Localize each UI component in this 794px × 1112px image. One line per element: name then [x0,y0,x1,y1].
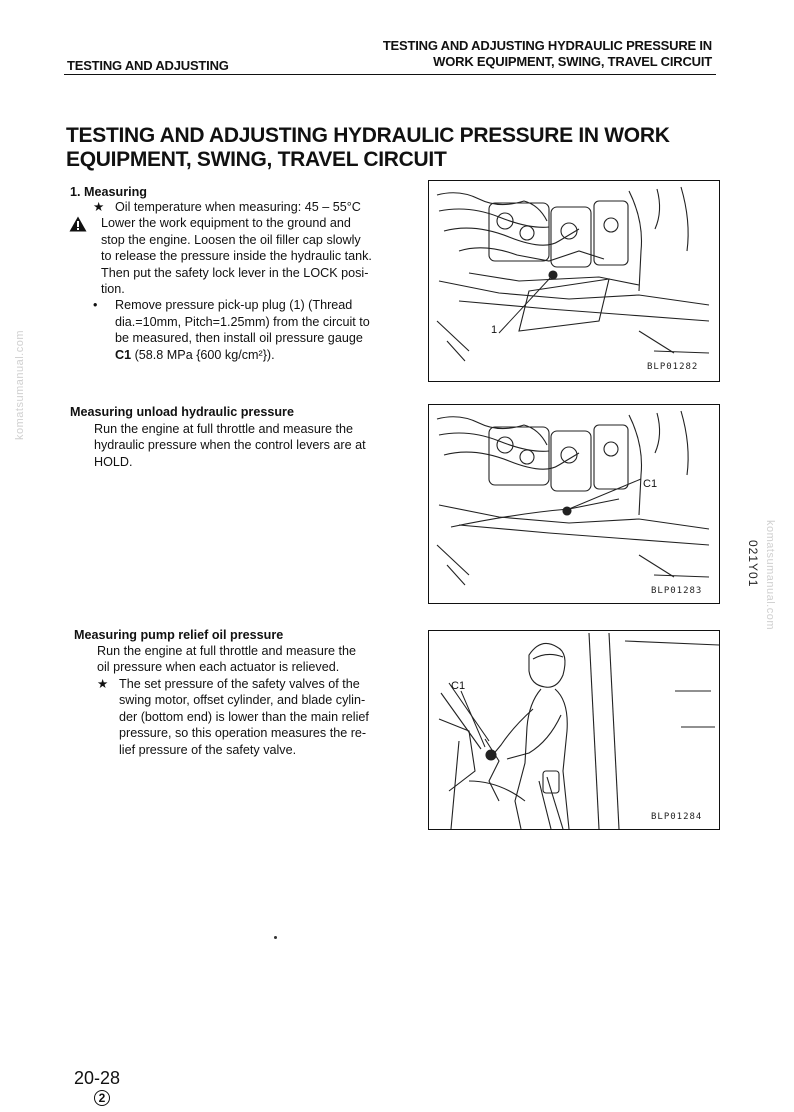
figure-3-label: C1 [451,680,466,692]
relief-star-line: der (bottom end) is lower than the main relief [119,709,369,724]
page-title-line1: TESTING AND ADJUSTING HYDRAULIC PRESSURE IN WORK [66,124,670,147]
figure-3-code: BLP01284 [651,812,703,822]
unload-line: HOLD. [94,454,133,469]
figure-pressure-plug [428,180,720,382]
star-icon: ★ [97,677,109,691]
figure-pressure-plug-drawing [429,181,719,381]
relief-note [97,676,409,758]
relief-star-line: swing motor, offset cylinder, and blade cylin- [119,693,366,708]
figure-1-label: 1 [491,324,498,336]
warning-line: to release the pressure inside the hydraulic tank. [101,249,372,264]
warning-line: stop the engine. Loosen the oil filler cap slowly [101,232,361,247]
relief-star-line: pressure, so this operation measures the re- [119,726,367,741]
unload-body [94,421,404,470]
figure-unload-gauge [428,404,720,604]
page-title [66,124,726,172]
relief-body [97,643,407,676]
relief-line: oil pressure when each actuator is relieved. [97,660,340,675]
oil-temp-item [93,199,403,215]
warning-line: tion. [101,282,125,297]
measuring-heading: 1. Measuring [70,185,147,199]
bullet-icon: • [93,298,98,313]
side-document-code: 021Y01 [746,540,760,588]
relief-star-item [97,676,409,758]
figure-unload-gauge-drawing [429,405,719,603]
running-header-right-line2: WORK EQUIPMENT, SWING, TRAVEL CIRCUIT [433,54,712,69]
running-header-right-line1: TESTING AND ADJUSTING HYDRAULIC PRESSURE IN [382,38,712,53]
revision-badge: 2 [94,1090,110,1106]
unload-heading: Measuring unload hydraulic pressure [70,405,294,419]
bullet-line [115,347,403,363]
gauge-id: C1 [115,347,132,362]
gauge-spec: (58.8 MPa {600 kg/cm²}). [131,347,275,362]
figure-relief-operator-drawing [429,631,719,829]
figure-2-code: BLP01283 [651,586,703,596]
star-icon: ★ [93,200,105,214]
bullet-line: be measured, then install oil pressure gauge [115,331,363,346]
bullet-item [93,297,403,363]
relief-heading: Measuring pump relief oil pressure [74,628,284,642]
figure-relief-operator [428,630,720,830]
running-header-right [352,38,712,70]
unload-line: hydraulic pressure when the control levers are at [94,438,366,453]
scan-speck [274,936,277,939]
relief-star-line: lief pressure of the safety valve. [119,742,297,757]
warning-item [93,215,403,297]
page-number: 20-28 [74,1068,121,1088]
bullet-line: Remove pressure pick-up plug (1) (Thread [115,298,353,313]
unload-line: Run the engine at full throttle and measure the [94,422,354,436]
page-title-line2: EQUIPMENT, SWING, TRAVEL CIRCUIT [66,148,447,171]
oil-temp-text: Oil temperature when measuring: 45 – 55°C [115,200,361,214]
warning-line: Lower the work equipment to the ground and [101,216,351,231]
header-rule [64,74,716,75]
figure-2-label: C1 [643,478,658,490]
relief-star-line: The set pressure of the safety valves of the [119,677,360,691]
measuring-steps [93,199,403,363]
warning-triangle-icon [69,216,87,232]
figure-1-code: BLP01282 [647,362,699,372]
watermark-right: komatsumanual.com [764,520,776,630]
relief-line: Run the engine at full throttle and measure the [97,644,357,658]
running-header-left: TESTING AND ADJUSTING [67,58,229,73]
warning-line: Then put the safety lock lever in the LOCK posi- [101,265,369,280]
watermark-left: komatsumanual.com [14,330,26,440]
bullet-line: dia.=10mm, Pitch=1.25mm) from the circuit to [115,314,370,329]
